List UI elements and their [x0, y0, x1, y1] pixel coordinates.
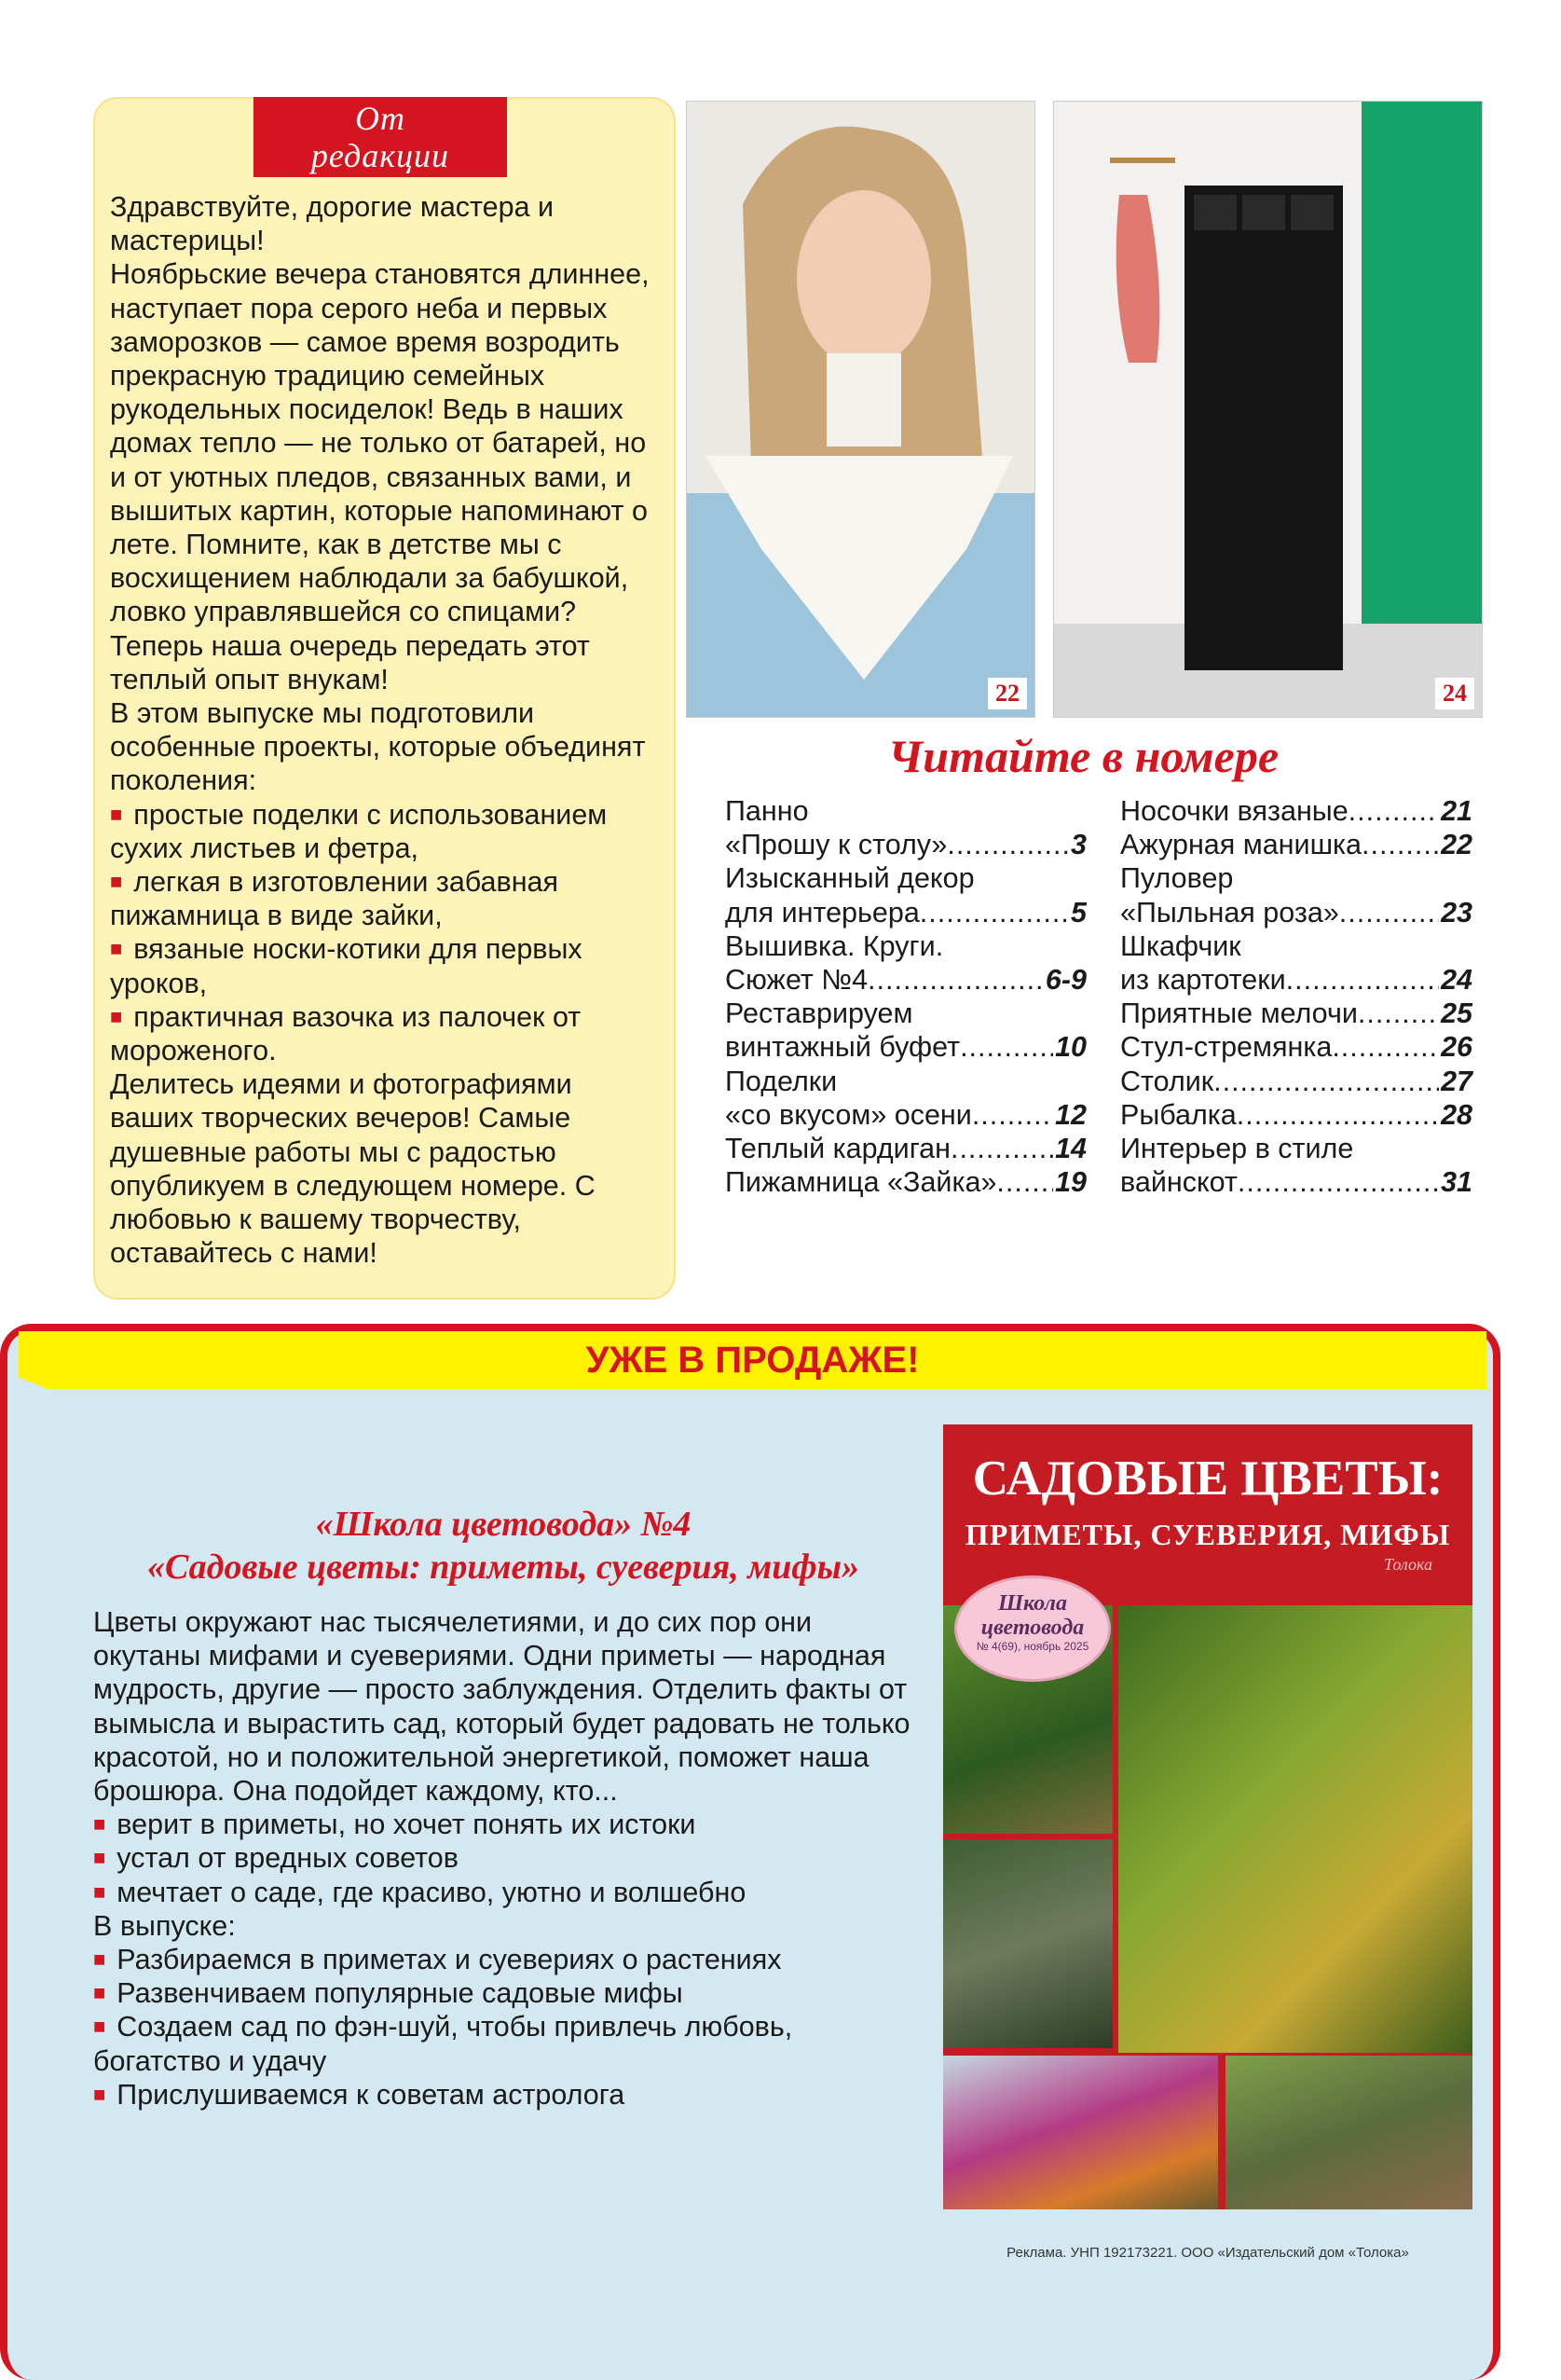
- promo-bullet: ■ Развенчиваем популярные садовые мифы: [93, 1977, 683, 2010]
- contents-left-column: [725, 794, 1087, 1199]
- contents-entry-page: 6-9: [1045, 964, 1087, 997]
- editorial-paragraph: Ноябрьские вечера становятся длиннее, наступает пора серого неба и первых заморозков — самое время возродить прекрасную традицию семейных рукодельных посиделок! Ведь в наших домах тепло — не только от батарей, но и от уютных пледов, связанных вами, и вышитых картин, которые напоминают о лете. Помните, как в детстве мы с восхищением наблюдали за бабушкой, ловко управлявшейся со спицами? Теперь наша очередь передать этот теплый опыт внукам!: [110, 258, 650, 695]
- contents-entry-dots: [920, 896, 1069, 929]
- editorial-greeting: Здравствуйте, дорогие мастера и мастерицы!: [110, 191, 555, 257]
- editorial-text: [110, 190, 660, 1271]
- contents-entry-dots: [960, 1030, 1053, 1064]
- school-badge-issue: № 4(69), ноябрь 2025: [976, 1640, 1089, 1653]
- contents-entry: [1120, 1165, 1472, 1199]
- contents-entry-page: 22: [1441, 829, 1472, 861]
- contents-entry-title: Стул-стремянка: [1120, 1031, 1333, 1064]
- editorial-bullet: ■ вязаные носки-котики для первых уроков,: [110, 933, 582, 999]
- contents-entry-dots: [951, 1132, 1053, 1165]
- photo-woman-illustration: [687, 102, 1034, 717]
- editorial-closing: Делитесь идеями и фотографиями ваших творческих вечеров! Самые душевные работы мы с радостью опубликуем в следующем номере. С любовью к вашему творчеству, оставайтесь с нами!: [110, 1068, 596, 1270]
- promo-bullet: ■ Разбираемся в приметах и суевериях о растениях: [93, 1944, 782, 1976]
- contents-entry-page: 12: [1055, 1098, 1087, 1131]
- bullet-icon: ■: [93, 1846, 106, 1870]
- cover-photo-tree: [1226, 2056, 1472, 2209]
- contents-entry-page: 14: [1055, 1133, 1087, 1165]
- bullet-icon: ■: [110, 1004, 123, 1028]
- contents-entry: [725, 997, 1087, 1030]
- contents-entry: [725, 896, 1087, 929]
- contents-entry-dots: [1339, 896, 1439, 929]
- contents-entry: [725, 794, 1087, 828]
- contents-entry-title: Шкафчик: [1120, 929, 1241, 962]
- page-number-badge: 24: [1435, 678, 1474, 709]
- promo-bullet: ■ устал от вредных советов: [93, 1842, 459, 1875]
- contents-entry-title: «Пыльная роза»: [1120, 896, 1339, 929]
- contents-entry: [725, 861, 1087, 895]
- promo-intro: Цветы окружают нас тысячелетиями, и до сих пор они окутаны мифами и суевериями. Одни приметы — народная мудрость, другие — просто заблуждения. Отделить факты от вымысла и вырастить сад, который будет радовать не только красотой, но и положительной энергетикой, поможет наша брошюра. Она подойдет каждому, кто...: [93, 1606, 911, 1808]
- contents-entry: [1120, 1098, 1472, 1132]
- contents-entry-title: Пуловер: [1120, 862, 1234, 895]
- contents-entry-page: 25: [1441, 997, 1472, 1030]
- promo-bullet: ■ верит в приметы, но хочет понять их истоки: [93, 1809, 696, 1841]
- contents-entry: [725, 929, 1087, 963]
- editorial-paragraph: В этом выпуске мы подготовили особенные проекты, которые объединят поколения:: [110, 697, 646, 797]
- contents-entry-dots: [996, 1165, 1053, 1199]
- contents-entry-page: 28: [1441, 1098, 1472, 1131]
- cover-title: САДОВЫЕ ЦВЕТЫ:: [972, 1451, 1444, 1506]
- editorial-title-line2: редакции: [310, 137, 450, 174]
- contents-entry-dots: [868, 963, 1044, 997]
- contents-entry-dots: [1213, 1065, 1439, 1098]
- contents-entry: [1120, 997, 1472, 1030]
- bullet-icon: ■: [110, 937, 123, 961]
- contents-entry: [725, 1132, 1087, 1165]
- promo-bullet: ■ мечтает о саде, где красиво, уютно и волшебно: [93, 1876, 746, 1908]
- contents-entry-title: Рыбалка: [1120, 1098, 1237, 1131]
- contents-entry-page: 3: [1071, 829, 1087, 861]
- contents-entry-dots: [947, 828, 1069, 861]
- photo-card-cabinet: [1053, 101, 1483, 718]
- contents-entry-dots: [1238, 1165, 1439, 1199]
- contents-entry-title: Сюжет №4: [725, 964, 869, 997]
- school-badge: [954, 1575, 1111, 1682]
- cover-subtitle: ПРИМЕТЫ, СУЕВЕРИЯ, МИФЫ: [965, 1518, 1451, 1551]
- contents-entry-title: винтажный буфет: [725, 1031, 961, 1064]
- contents-entry-title: Теплый кардиган: [725, 1133, 951, 1165]
- contents-entry-dots: [1362, 828, 1439, 861]
- promo-banner-text: УЖЕ В ПРОДАЖЕ!: [585, 1340, 920, 1381]
- contents-entry: [1120, 963, 1472, 997]
- contents-entry-page: 10: [1055, 1031, 1087, 1064]
- contents-entry-title: Реставрируем: [725, 997, 913, 1030]
- contents-entry-title: для интерьера: [725, 896, 920, 929]
- bullet-icon: ■: [93, 2015, 106, 2039]
- contents-entry: [725, 1065, 1087, 1098]
- bullet-icon: ■: [93, 1879, 106, 1904]
- contents-entry-title: Поделки: [725, 1065, 838, 1097]
- contents-entry-dots: [1349, 794, 1439, 828]
- contents-entry-title: Носочки вязаные: [1120, 795, 1349, 827]
- contents-entry: [725, 828, 1087, 861]
- page-number-badge: 22: [988, 678, 1027, 709]
- contents-entry: [725, 1030, 1087, 1064]
- contents-entry-title: вайнскот: [1120, 1166, 1238, 1199]
- contents-entry: [725, 1098, 1087, 1132]
- school-badge-line2: цветовода: [980, 1616, 1085, 1640]
- contents-entry: [725, 963, 1087, 997]
- contents-entry: [1120, 1065, 1472, 1098]
- promo-bullet: ■ Прислушиваемся к советам астролога: [93, 2078, 625, 2111]
- contents-entry-page: 27: [1441, 1065, 1472, 1097]
- photo-cabinet-illustration: [1054, 102, 1482, 717]
- contents-entry-title: Ажурная манишка: [1120, 829, 1362, 861]
- promo-title-line1: «Школа цветовода» №4: [315, 1505, 691, 1544]
- contents-title: Читайте в номере: [887, 730, 1280, 782]
- promo-bullet: ■ Создаем сад по фэн-шуй, чтобы привлечь любовь, богатство и удачу: [93, 2011, 793, 2077]
- editorial-bullet: ■ простые поделки с использованием сухих листьев и фетра,: [110, 798, 608, 864]
- contents-right-column: [1120, 794, 1472, 1199]
- cover-brand-logo: Толока: [1384, 1555, 1432, 1574]
- contents-entry: [1120, 794, 1472, 828]
- photo-woman-collar: [686, 101, 1035, 718]
- contents-entry-page: 19: [1055, 1166, 1087, 1199]
- contents-entry-dots: [1286, 963, 1439, 997]
- ad-note: Реклама. УНП 192173221. ООО «Издательский дом «Толока»: [1006, 2245, 1409, 2261]
- contents-entry-title: «со вкусом» осени: [725, 1098, 972, 1131]
- bullet-icon: ■: [93, 2082, 106, 2106]
- bullet-icon: ■: [93, 1812, 106, 1837]
- bullet-icon: ■: [110, 870, 123, 894]
- editorial-bullet: ■ легкая в изготовлении забавная пижамница в виде зайки,: [110, 866, 559, 932]
- contents-entry-page: 24: [1441, 964, 1472, 997]
- contents-entry: [1120, 929, 1472, 963]
- promo-title-line2: «Садовые цветы: приметы, суеверия, мифы»: [146, 1548, 859, 1587]
- contents-entry-page: 21: [1441, 795, 1472, 827]
- promo-issue-label: В выпуске:: [93, 1909, 236, 1942]
- contents-entry: [1120, 1132, 1472, 1165]
- editorial-title-line1: От: [355, 100, 405, 137]
- cover-photo-flowers: [943, 2056, 1218, 2209]
- contents-entry-title: Столик: [1120, 1065, 1214, 1097]
- contents-entry: [1120, 1030, 1472, 1064]
- contents-entry-page: 26: [1441, 1031, 1472, 1064]
- contents-entry-page: 31: [1441, 1166, 1472, 1199]
- contents-entry-title: «Прошу к столу»: [725, 829, 948, 861]
- school-badge-line1: Школа: [998, 1591, 1067, 1616]
- promo-text: [93, 1605, 913, 2112]
- bullet-icon: ■: [93, 1981, 106, 2005]
- contents-entry-title: Изысканный декор: [725, 862, 975, 895]
- contents-entry: [1120, 828, 1472, 861]
- contents-entry-page: 5: [1071, 896, 1087, 929]
- editorial-bullet: ■ практичная вазочка из палочек от мороженого.: [110, 1000, 582, 1067]
- contents-entry-title: Пижамница «Зайка»: [725, 1166, 997, 1199]
- promo-title: [93, 1503, 913, 1589]
- cover-photo-lantern: [943, 1839, 1113, 2048]
- contents-entry: [725, 1165, 1087, 1199]
- contents-entry-dots: [1358, 997, 1439, 1030]
- contents-entry-title: Интерьер в стиле: [1120, 1133, 1354, 1165]
- editorial-title: [253, 97, 507, 177]
- contents-entry: [1120, 861, 1472, 895]
- contents-entry-page: 23: [1441, 896, 1472, 929]
- contents-entry-dots: [1237, 1098, 1439, 1132]
- contents-entry-title: Приятные мелочи: [1120, 997, 1358, 1030]
- contents-entry-title: Вышивка. Круги.: [725, 929, 944, 962]
- contents-entry-title: из картотеки: [1120, 964, 1286, 997]
- contents-entry: [1120, 896, 1472, 929]
- contents-entry-dots: [972, 1098, 1053, 1132]
- bullet-icon: ■: [110, 802, 123, 826]
- cover-photo-girl: [1118, 1605, 1472, 2053]
- contents-entry-dots: [1332, 1030, 1439, 1064]
- contents-entry-title: Панно: [725, 795, 809, 827]
- bullet-icon: ■: [93, 1947, 106, 1972]
